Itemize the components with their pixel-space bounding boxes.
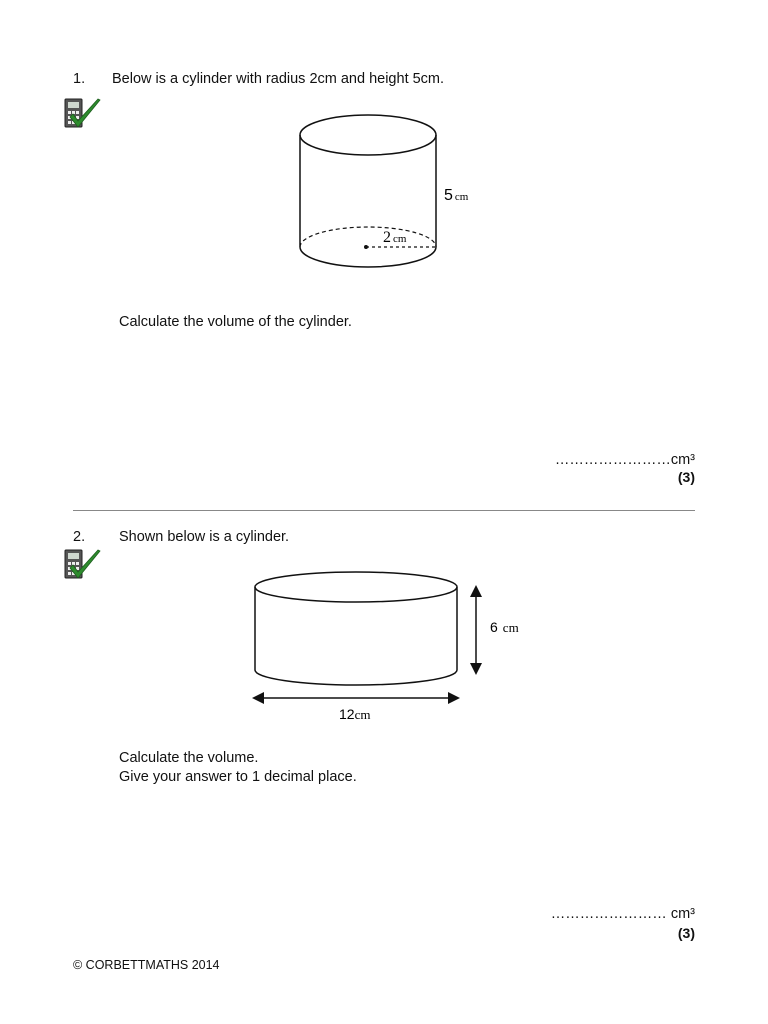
q1-answer-dots: …………………… xyxy=(554,452,671,468)
q2-cylinder-diagram xyxy=(240,565,540,730)
q2-instruction-1: Calculate the volume. xyxy=(119,750,259,766)
copyright-footer: © CORBETTMATHS 2014 xyxy=(73,958,220,972)
q1-marks: (3) xyxy=(677,469,695,485)
q2-answer-line[interactable] xyxy=(551,905,695,923)
q2-cylinder-top xyxy=(255,572,457,602)
q2-instruction-2: Give your answer to 1 decimal place. xyxy=(119,769,357,785)
q2-answer-unit: cm³ xyxy=(670,906,695,922)
q2-height-label: 6 cm xyxy=(490,619,519,635)
q2-intro: Shown below is a cylinder. xyxy=(119,529,290,545)
question-divider xyxy=(73,510,695,511)
q1-radius-label: 2 cm xyxy=(383,229,407,246)
q2-marks: (3) xyxy=(677,925,695,941)
q1-number: 1. xyxy=(73,71,86,87)
q2-number: 2. xyxy=(73,529,86,545)
calculator-allowed-icon xyxy=(62,548,102,584)
q1-intro: Below is a cylinder with radius 2cm and height 5cm. xyxy=(112,71,445,87)
calculator-allowed-icon xyxy=(62,97,102,133)
q1-cylinder-top xyxy=(300,115,436,155)
q2-answer-dots: …………………… xyxy=(550,906,667,922)
q1-answer-line[interactable] xyxy=(555,451,695,469)
q2-diameter-label: 12cm xyxy=(339,706,371,722)
q1-height-label: 5 cm xyxy=(444,187,469,204)
q1-instruction: Calculate the volume of the cylinder. xyxy=(119,314,352,330)
q1-answer-unit: cm³ xyxy=(670,452,695,468)
q1-cylinder-diagram xyxy=(290,105,480,275)
